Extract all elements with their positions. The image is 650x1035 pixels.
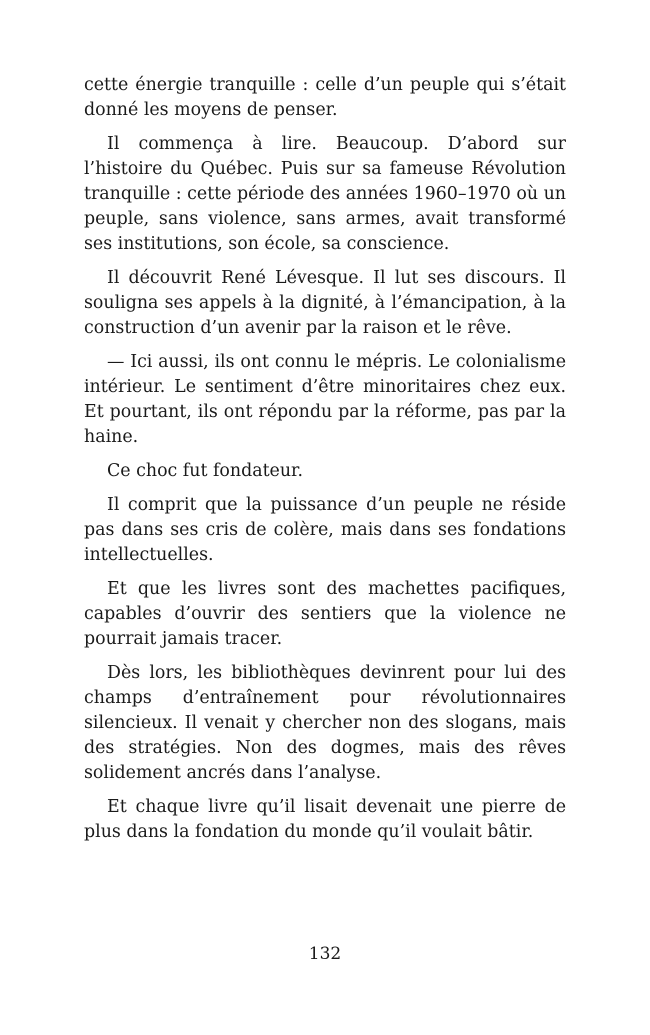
- paragraph-2: Il commença à lire. Beaucoup. D’abord sur l’histoire du Québec. Puis sur sa fameuse Révolution tranquille : cette période des années 1960–1970 où un peuple, sans violence, sans armes, avait transformé ses institutions, son école, sa conscience.: [84, 134, 566, 254]
- paragraph-5: Ce choc fut fondateur.: [107, 461, 303, 481]
- paragraph-6: Il comprit que la puissance d’un peuple ne réside pas dans ses cris de colère, mais dans ses fondations intellectuelles.: [84, 495, 566, 565]
- paragraph-9: Et chaque livre qu’il lisait devenait une pierre de plus dans la fondation du monde qu’il voulait bâtir.: [84, 797, 566, 842]
- paragraph-3: Il découvrit René Lévesque. Il lut ses discours. Il souligna ses appels à la dignité, à l’émancipation, à la construction d’un avenir par la raison et le rêve.: [84, 268, 566, 338]
- paragraph-7: Et que les livres sont des machettes pacifiques, capables d’ouvrir des sentiers que la violence ne pourrait jamais tracer.: [84, 579, 566, 649]
- paragraph-8: Dès lors, les bibliothèques devinrent pour lui des champs d’entraînement pour révolutionnaires silencieux. Il venait y chercher non des slogans, mais des stratégies. Non des dogmes, mais des rêves solidement ancrés dans l’analyse.: [84, 663, 566, 783]
- paragraph-1: cette énergie tranquille : celle d’un peuple qui s’était donné les moyens de penser.: [84, 75, 566, 120]
- body-text: [84, 73, 566, 854]
- paragraph-4: — Ici aussi, ils ont connu le mépris. Le colonialisme intérieur. Le sentiment d’être minoritaires chez eux. Et pourtant, ils ont répondu par la réforme, pas par la haine.: [84, 352, 566, 447]
- page-number: 132: [308, 944, 342, 964]
